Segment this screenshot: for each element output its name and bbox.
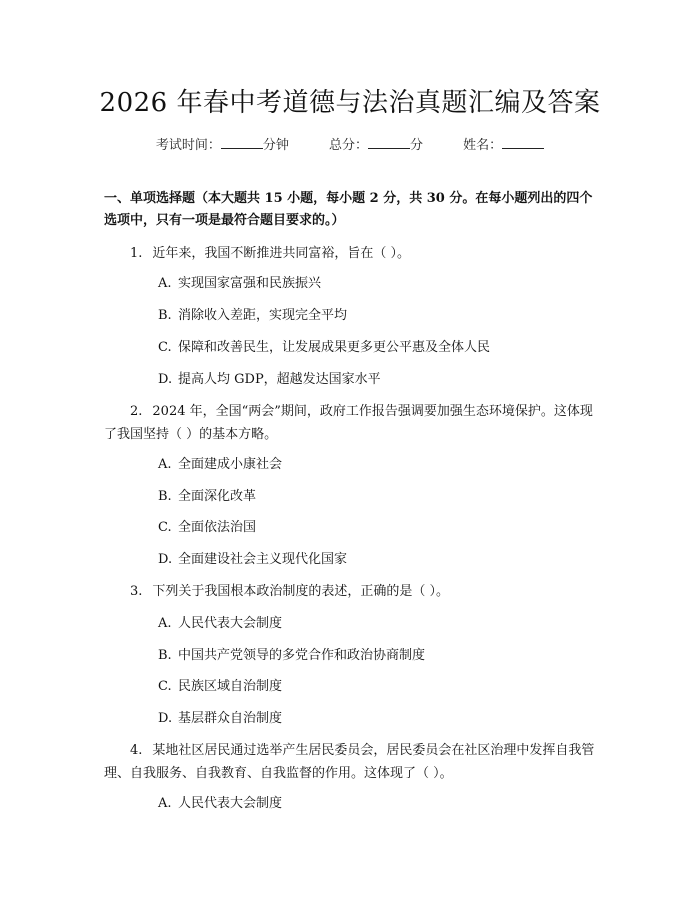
score-unit: 分 bbox=[410, 138, 424, 153]
option-letter: A. bbox=[158, 457, 172, 472]
option-text: 全面深化改革 bbox=[178, 489, 257, 504]
option-letter: C. bbox=[158, 520, 172, 535]
question-number: 4. bbox=[130, 743, 143, 758]
exam-meta bbox=[0, 134, 700, 153]
option-1b bbox=[158, 306, 598, 326]
question-4 bbox=[104, 739, 600, 785]
name-field bbox=[463, 138, 544, 153]
option-letter: B. bbox=[158, 489, 172, 504]
name-blank bbox=[502, 137, 544, 149]
option-1d bbox=[158, 370, 598, 390]
option-text: 基层群众自治制度 bbox=[178, 711, 283, 726]
option-2b bbox=[158, 487, 598, 507]
option-letter: A. bbox=[158, 796, 172, 811]
option-1a bbox=[158, 274, 598, 294]
option-letter: A. bbox=[158, 276, 172, 291]
option-letter: B. bbox=[158, 648, 172, 663]
name-label: 姓名： bbox=[463, 138, 503, 153]
question-text: 下列关于我国根本政治制度的表述，正确的是（ ）。 bbox=[152, 584, 450, 599]
question-number: 1. bbox=[130, 246, 143, 261]
score-field bbox=[329, 138, 423, 153]
option-4a bbox=[158, 794, 598, 814]
option-2c bbox=[158, 518, 598, 538]
option-text: 保障和改善民生，让发展成果更多更公平惠及全体人民 bbox=[178, 340, 491, 355]
time-field bbox=[156, 138, 289, 153]
option-text: 民族区域自治制度 bbox=[178, 679, 283, 694]
option-letter: D. bbox=[158, 372, 173, 387]
option-3d bbox=[158, 709, 598, 729]
option-letter: B. bbox=[158, 308, 172, 323]
section-heading: 一、单项选择题（本大题共 15 小题，每小题 2 分，共 30 分。在每小题列出的四个选项中，只有一项是最符合题目要求的。） bbox=[104, 191, 593, 228]
option-letter: C. bbox=[158, 679, 172, 694]
option-text: 全面建成小康社会 bbox=[178, 457, 283, 472]
option-3c bbox=[158, 677, 598, 697]
option-text: 全面建设社会主义现代化国家 bbox=[178, 552, 348, 567]
question-text: 2024 年，全国“两会”期间，政府工作报告强调要加强生态环境保护。这体现了我国坚持（ ）的基本方略。 bbox=[104, 404, 593, 442]
time-unit: 分钟 bbox=[262, 138, 289, 153]
option-3b bbox=[158, 646, 598, 666]
option-text: 人民代表大会制度 bbox=[178, 796, 283, 811]
time-blank bbox=[221, 137, 263, 149]
question-number: 3. bbox=[130, 584, 143, 599]
option-letter: D. bbox=[158, 711, 173, 726]
option-text: 人民代表大会制度 bbox=[178, 616, 283, 631]
question-3 bbox=[104, 580, 600, 603]
time-label: 考试时间： bbox=[155, 138, 221, 153]
option-3a bbox=[158, 614, 598, 634]
option-text: 消除收入差距，实现完全平均 bbox=[178, 308, 348, 323]
option-2a bbox=[158, 455, 598, 475]
option-text: 提高人均 GDP，超越发达国家水平 bbox=[178, 372, 381, 387]
option-letter: D. bbox=[158, 552, 173, 567]
option-text: 实现国家富强和民族振兴 bbox=[178, 276, 322, 291]
question-number: 2. bbox=[130, 404, 143, 419]
score-blank bbox=[368, 137, 410, 149]
question-text: 某地社区居民通过选举产生居民委员会，居民委员会在社区治理中发挥自我管理、自我服务、自我教育、自我监督的作用。这体现了（ ）。 bbox=[104, 743, 595, 781]
question-2 bbox=[104, 400, 600, 446]
option-letter: C. bbox=[158, 340, 172, 355]
option-letter: A. bbox=[158, 616, 172, 631]
question-text: 近年来，我国不断推进共同富裕，旨在（ ）。 bbox=[152, 246, 411, 261]
exam-title: 2026 年春中考道德与法治真题汇编及答案 bbox=[99, 88, 601, 118]
option-2d bbox=[158, 550, 598, 570]
option-text: 全面依法治国 bbox=[178, 520, 257, 535]
question-1 bbox=[104, 242, 600, 265]
score-label: 总分： bbox=[328, 138, 368, 153]
option-1c bbox=[158, 338, 598, 358]
option-text: 中国共产党领导的多党合作和政治协商制度 bbox=[178, 648, 426, 663]
